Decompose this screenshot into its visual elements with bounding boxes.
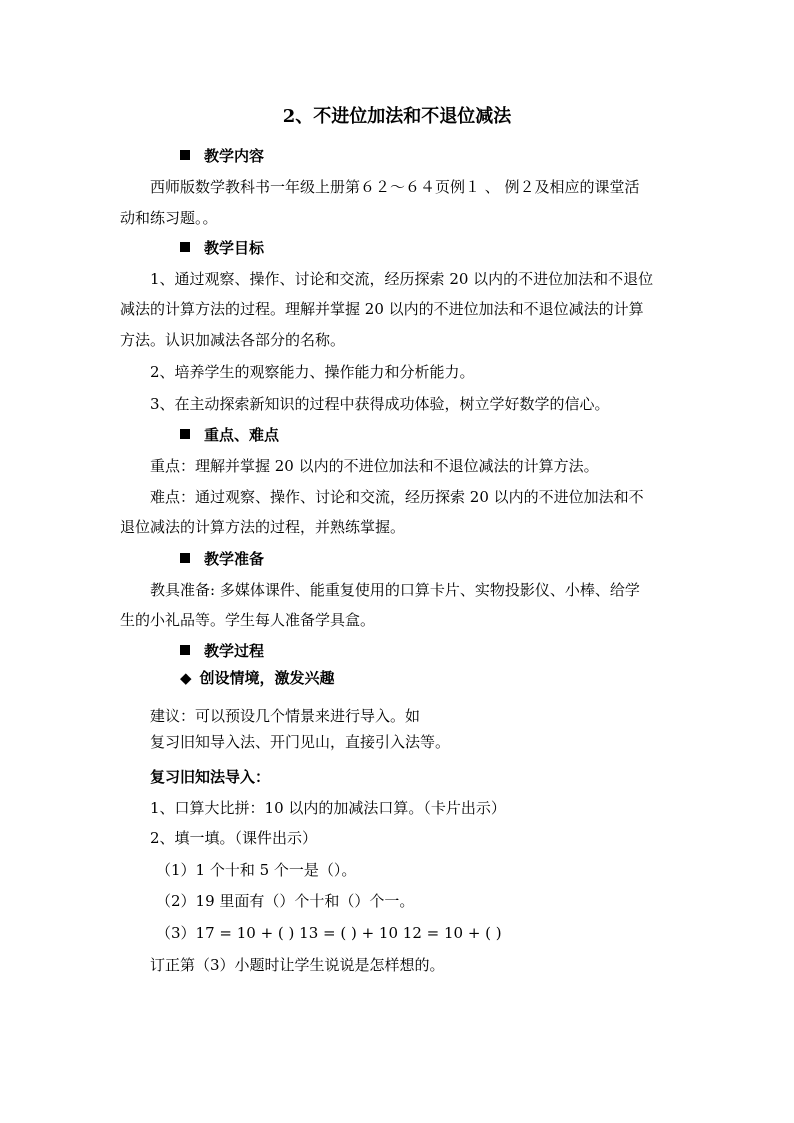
square-bullet-icon xyxy=(180,645,190,655)
exercise-item: （3）17 = 10 + ( ) 13 = ( ) + 10 12 = 10 + ( ) xyxy=(156,924,502,942)
paragraph-line: 2、培养学生的观察能力、操作能力和分析能力。 xyxy=(150,363,475,381)
section-heading-process xyxy=(180,640,264,662)
subheading-text: 创设情境，激发兴趣 xyxy=(199,669,335,687)
paragraph-line: 教具准备: 多媒体课件、能重复使用的口算卡片、实物投影仪、小棒、给学 xyxy=(150,581,640,599)
suggestion-line: 建议：可以预设几个情景来进行导入。如 xyxy=(150,707,421,725)
paragraph-line: 动和练习题。。 xyxy=(120,209,218,227)
paragraph-line: 2、填一填。（课件出示） xyxy=(150,829,318,847)
section-heading-goals xyxy=(180,237,264,259)
review-heading: 复习旧知法导入： xyxy=(150,768,271,786)
exercise-item: （2）19 里面有（）个十和（）个一。 xyxy=(156,892,415,910)
exercise-item: （1）1 个十和 5 个一是（）。 xyxy=(156,861,357,879)
section-heading-content xyxy=(180,145,264,167)
section-heading-text: 教学内容 xyxy=(204,147,265,165)
paragraph-line: 订正第（3）小题时让学生说说是怎样想的。 xyxy=(150,956,445,974)
section-heading-text: 重点、难点 xyxy=(204,426,280,444)
square-bullet-icon xyxy=(180,553,190,563)
paragraph-line: 西师版数学教科书一年级上册第６２～６４页例１ 、 例２及相应的课堂活 xyxy=(150,178,640,196)
paragraph-line: 生的小礼品等。学生每人准备学具盒。 xyxy=(120,611,376,629)
paragraph-line: 1、通过观察、操作、讨论和交流，经历探索 20 以内的不进位加法和不退位 xyxy=(150,270,654,288)
paragraph-line: 方法。认识加减法各部分的名称。 xyxy=(120,331,346,349)
paragraph-line: 重点：理解并掌握 20 以内的不进位加法和不退位减法的计算方法。 xyxy=(150,457,599,475)
square-bullet-icon xyxy=(180,429,190,439)
paragraph-line: 难点：通过观察、操作、讨论和交流，经历探索 20 以内的不进位加法和不 xyxy=(150,488,644,506)
paragraph-line: 1、口算大比拼：10 以内的加减法口算。（卡片出示） xyxy=(150,799,506,817)
diamond-bullet-icon: ◆ xyxy=(180,669,192,687)
paragraph-line: 退位减法的计算方法的过程，并熟练掌握。 xyxy=(120,518,406,536)
paragraph-line: 减法的计算方法的过程。理解并掌握 20 以内的不进位加法和不退位减法的计算 xyxy=(120,300,644,318)
square-bullet-icon xyxy=(180,150,190,160)
section-heading-text: 教学过程 xyxy=(204,642,265,660)
subheading-scenario xyxy=(180,667,335,689)
paragraph-line: 3、在主动探索新知识的过程中获得成功体验，树立学好数学的信心。 xyxy=(150,395,610,413)
section-heading-text: 教学准备 xyxy=(204,550,265,568)
square-bullet-icon xyxy=(180,242,190,252)
page-title: 2、不进位加法和不退位减法 xyxy=(282,106,512,127)
suggestion-line: 复习旧知导入法、开门见山，直接引入法等。 xyxy=(150,733,451,751)
section-heading-keypoints xyxy=(180,424,279,446)
section-heading-text: 教学目标 xyxy=(204,239,265,257)
section-heading-prep xyxy=(180,548,264,570)
